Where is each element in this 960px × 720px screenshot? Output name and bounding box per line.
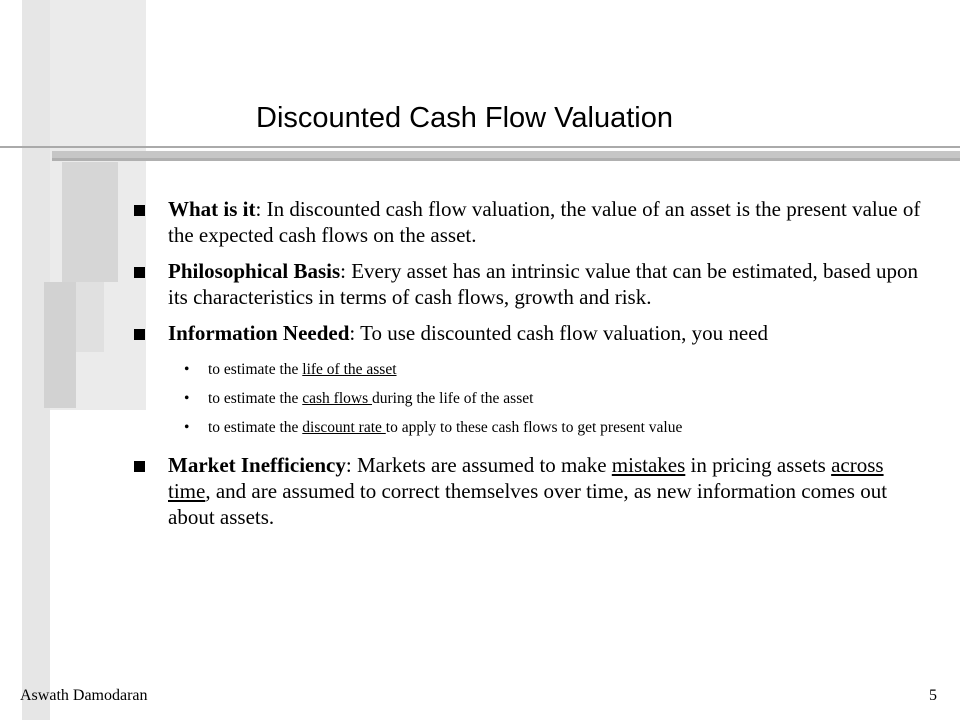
bullet-information-needed xyxy=(134,320,924,346)
subbullet-life xyxy=(134,360,924,380)
decor-block xyxy=(44,282,76,408)
bullet-text: , and are assumed to correct themselves over time, as new information comes out about assets. xyxy=(168,479,888,529)
subbullet-text: to estimate the xyxy=(208,419,303,436)
bullet-what-is-it xyxy=(134,196,924,248)
bullet-market-inefficiency xyxy=(134,452,924,530)
slide-body xyxy=(134,196,924,540)
bullet-text: To use discounted cash flow valuation, you need xyxy=(360,321,769,345)
underlined-text: across time xyxy=(168,453,884,503)
dot-bullet-icon: • xyxy=(184,361,190,378)
decor-block xyxy=(76,282,104,352)
square-bullet-icon xyxy=(134,329,145,340)
dot-bullet-icon: • xyxy=(184,390,190,407)
subbullet-underlined: life of the asset xyxy=(302,361,397,378)
title-rule xyxy=(0,146,960,148)
subbullet-text: to estimate the xyxy=(208,390,303,407)
underlined-text: mistakes xyxy=(611,453,686,477)
bullet-label: Philosophical Basis xyxy=(168,259,341,283)
subbullet-text: to estimate the xyxy=(208,361,303,378)
dot-bullet-icon: • xyxy=(184,419,190,436)
footer-author: Aswath Damodaran xyxy=(20,687,148,704)
bullet-sep: : xyxy=(345,453,357,477)
bullet-text: Markets are assumed to make xyxy=(356,453,612,477)
bullet-label: Information Needed xyxy=(168,321,350,345)
bullet-philosophical-basis xyxy=(134,258,924,310)
subbullet-underlined: cash flows xyxy=(302,390,373,407)
square-bullet-icon xyxy=(134,267,145,278)
square-bullet-icon xyxy=(134,205,145,216)
bullet-sep: : xyxy=(349,321,361,345)
bullet-label: Market Inefficiency xyxy=(168,453,346,477)
subbullet-underlined: discount rate xyxy=(302,419,386,436)
bullet-text: Every asset has an intrinsic value that can be estimated, based upon its characteristics in terms of cash flows, growth and risk. xyxy=(168,259,919,309)
page-number: 5 xyxy=(929,687,937,704)
title-underline-shadow xyxy=(52,158,960,161)
subbullet-cash-flows xyxy=(134,389,924,409)
slide-title: Discounted Cash Flow Valuation xyxy=(256,102,673,134)
square-bullet-icon xyxy=(134,461,145,472)
bullet-label: What is it xyxy=(168,197,256,221)
subbullet-text: to apply to these cash flows to get present value xyxy=(385,419,683,436)
subbullet-text: during the life of the asset xyxy=(372,390,534,407)
bullet-text: In discounted cash flow valuation, the value of an asset is the present value of the expected cash flows on the asset. xyxy=(168,197,921,247)
bullet-sep: : xyxy=(340,259,352,283)
bullet-sep: : xyxy=(255,197,267,221)
subbullet-discount-rate xyxy=(134,418,924,438)
bullet-text: in pricing assets xyxy=(685,453,832,477)
decor-block xyxy=(62,162,118,282)
